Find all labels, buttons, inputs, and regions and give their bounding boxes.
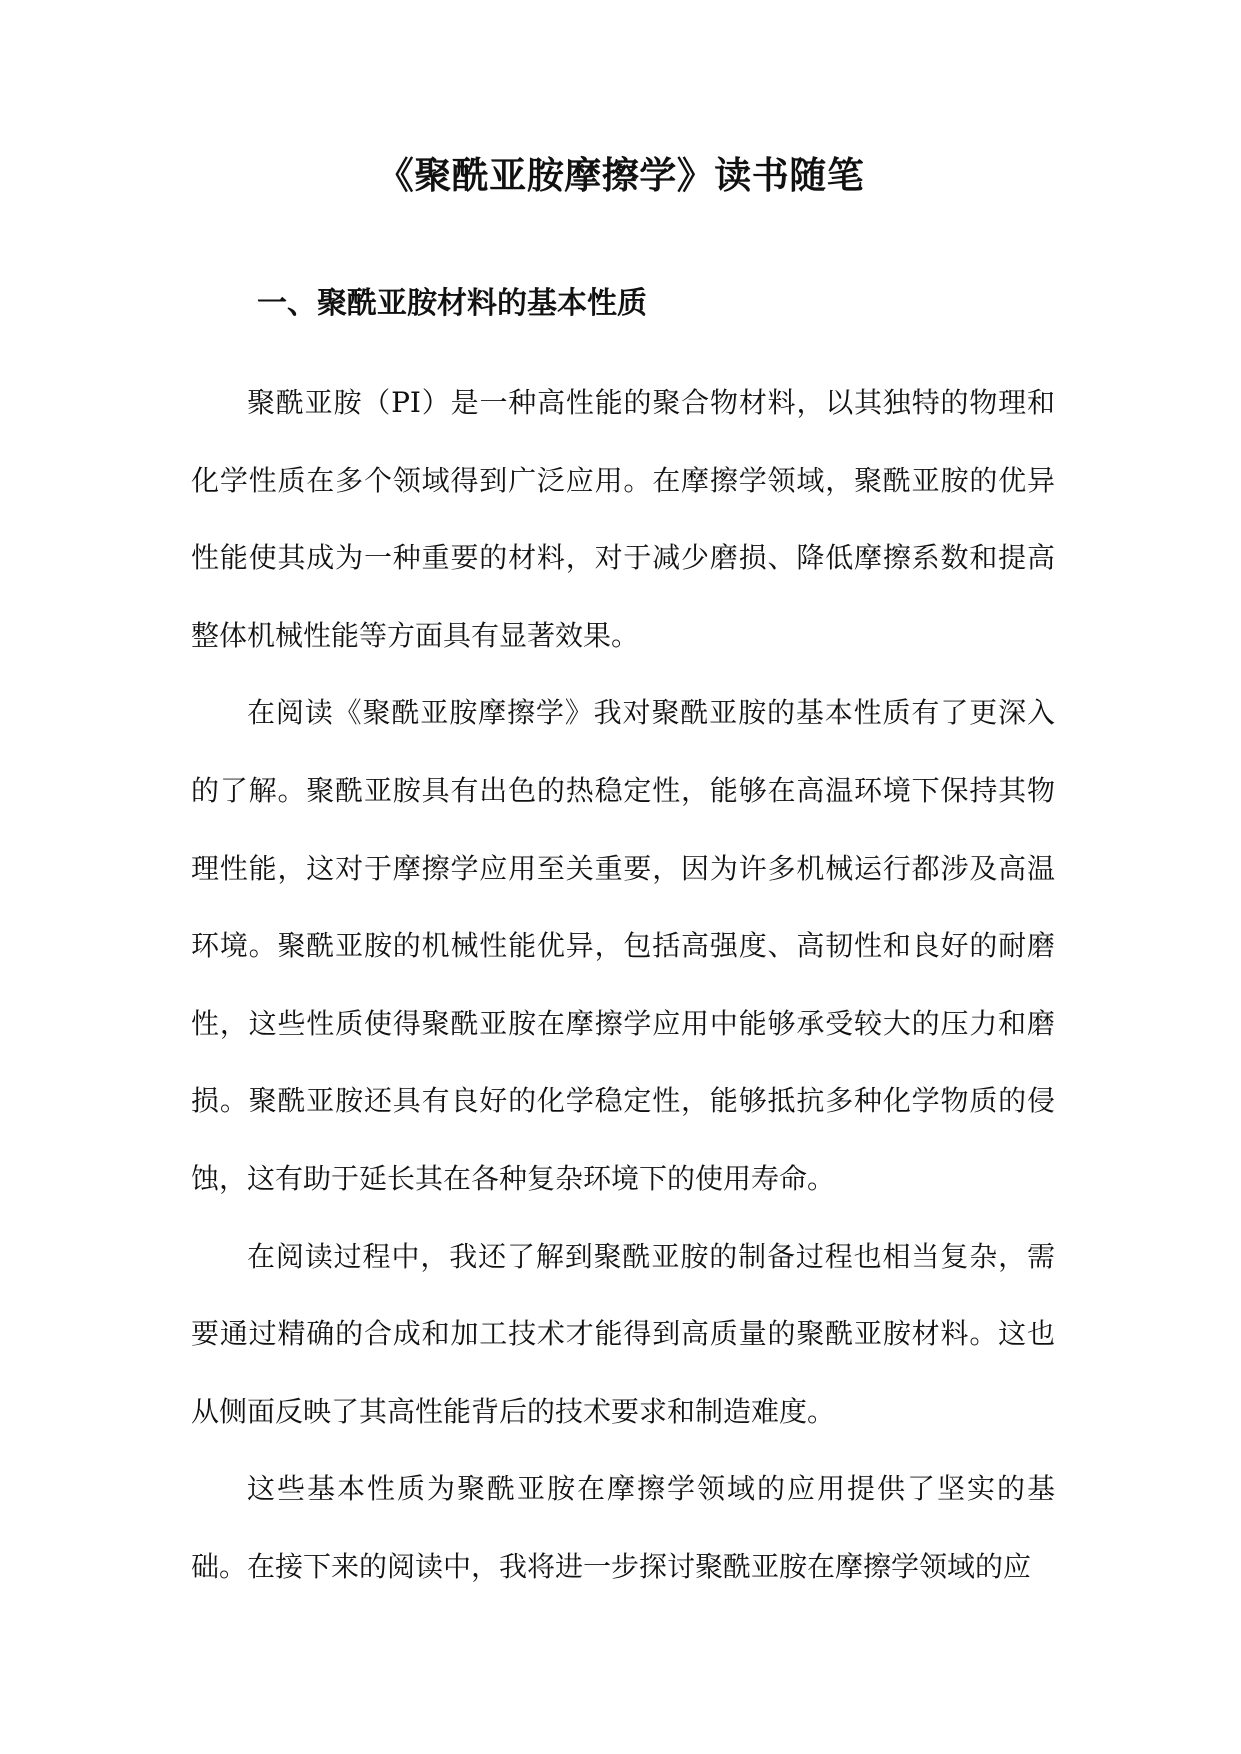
paragraph: 在阅读《聚酰亚胺摩擦学》我对聚酰亚胺的基本性质有了更深入的了解。聚酰亚胺具有出色的热稳定性，能够在高温环境下保持其物理性能，这对于摩擦学应用至关重要，因为许多机械运行都涉及高温环境。聚酰亚胺的机械性能优异，包括高强度、高韧性和良好的耐磨性，这些性质使得聚酰亚胺在摩擦学应用中能够承受较大的压力和磨损。聚酰亚胺还具有良好的化学稳定性，能够抵抗多种化学物质的侵蚀，这有助于延长其在各种复杂环境下的使用寿命。 xyxy=(191,696,1055,1195)
document-body xyxy=(191,364,1055,1606)
paragraph: 这些基本性质为聚酰亚胺在摩擦学领域的应用提供了坚实的基础。在接下来的阅读中，我将进一步探讨聚酰亚胺在摩擦学领域的应 xyxy=(191,1472,1055,1583)
section-heading: 一、聚酰亚胺材料的基本性质 xyxy=(257,286,647,321)
paragraph: 聚酰亚胺（PI）是一种高性能的聚合物材料，以其独特的物理和化学性质在多个领域得到广泛应用。在摩擦学领域，聚酰亚胺的优异性能使其成为一种重要的材料，对于减少磨损、降低摩擦系数和提高整体机械性能等方面具有显著效果。 xyxy=(191,386,1055,652)
document-title: 《聚酰亚胺摩擦学》读书随笔 xyxy=(376,154,865,197)
paragraph: 在阅读过程中，我还了解到聚酰亚胺的制备过程也相当复杂，需要通过精确的合成和加工技术才能得到高质量的聚酰亚胺材料。这也从侧面反映了其高性能背后的技术要求和制造难度。 xyxy=(191,1239,1055,1428)
